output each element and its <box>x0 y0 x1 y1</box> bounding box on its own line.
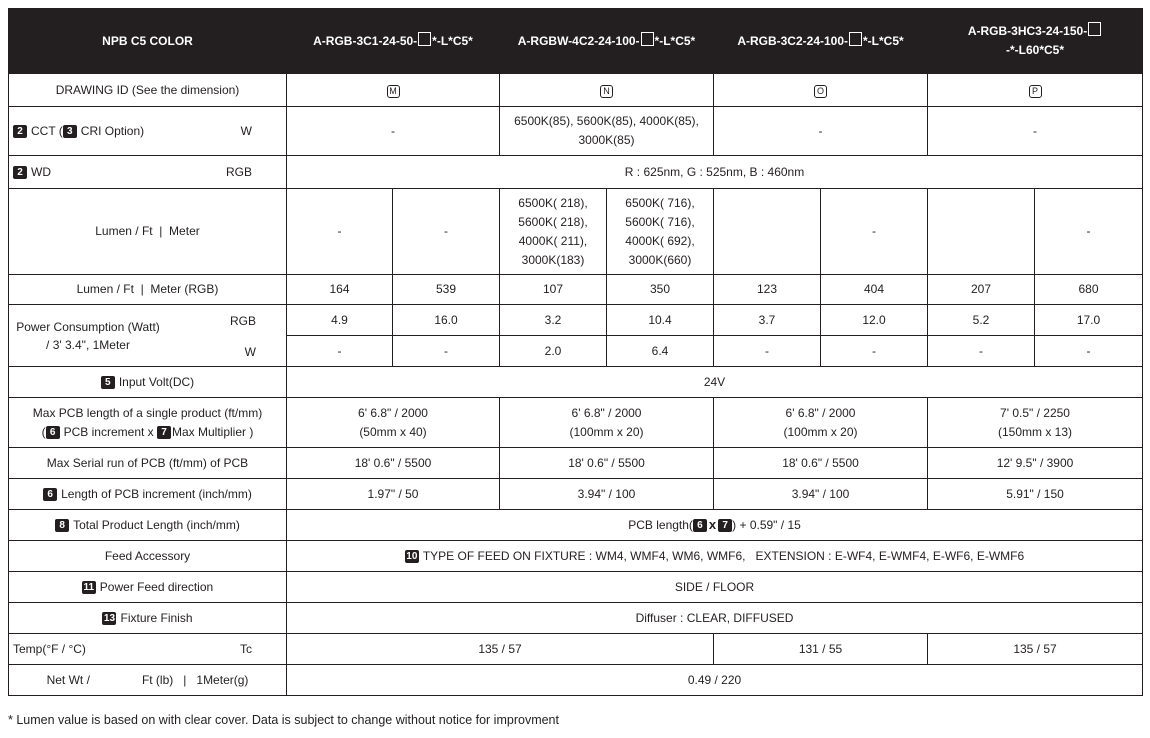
power-rgb-cell: 3.7 <box>714 305 821 336</box>
power-rgb-cell: 3.2 <box>500 305 607 336</box>
wd-value: R : 625nm, G : 525nm, B : 460nm <box>287 156 1143 189</box>
lumen-rgb-cell: 207 <box>928 275 1035 305</box>
drawing-id-cell <box>928 74 1143 107</box>
item-number-badge: 2 <box>13 125 27 138</box>
unit-label: RGB <box>229 314 256 328</box>
power-rgb-cell: 4.9 <box>287 305 393 336</box>
max-pcb-cell: 7' 0.5" / 2250 (150mm x 13) <box>928 398 1143 448</box>
power-w-cell: - <box>714 336 821 367</box>
placeholder-box-icon <box>849 32 862 46</box>
item-number-badge: 13 <box>103 612 116 624</box>
lumen-rgb-cell: 680 <box>1035 275 1143 305</box>
row-max-serial <box>9 448 1143 479</box>
drawing-id-badge: P <box>1029 85 1042 98</box>
lumen-cell <box>928 189 1035 275</box>
item-number-badge: 3 <box>63 125 77 138</box>
drawing-id-badge: O <box>814 85 827 98</box>
length-incr-cell: 5.91" / 150 <box>928 479 1143 510</box>
model-header-1: A-RGB-3C1-24-50- *-L*C5* <box>287 9 500 74</box>
item-number-badge: 6 <box>693 519 707 532</box>
max-pcb-cell: 6' 6.8" / 2000 (50mm x 40) <box>287 398 500 448</box>
row-label: 8 Total Product Length (inch/mm) <box>9 510 287 541</box>
cct-cell: - <box>714 107 928 156</box>
temp-cell: 131 / 55 <box>714 634 928 665</box>
model-header-2: A-RGBW-4C2-24-100- *-L*C5* <box>500 9 714 74</box>
row-label: Power Consumption (Watt) / 3' 3.4", 1Meter <box>16 319 160 352</box>
row-feed-accessory <box>9 541 1143 572</box>
unit-label: Ft (lb) | 1Meter(g) <box>141 672 249 687</box>
unit-label: RGB <box>225 164 252 179</box>
item-number-badge: 6 <box>46 426 60 439</box>
row-drawing-id <box>9 74 1143 107</box>
cct-cell: 6500K(85), 5600K(85), 4000K(85), 3000K(85) <box>500 107 714 156</box>
cct-cell: - <box>287 107 500 156</box>
lumen-rgb-cell: 539 <box>393 275 500 305</box>
item-number-badge: 7 <box>157 426 171 439</box>
max-serial-cell: 18' 0.6" / 5500 <box>287 448 500 479</box>
spec-table <box>8 8 1143 696</box>
item-number-badge: 10 <box>406 550 418 562</box>
lumen-cell: - <box>821 189 928 275</box>
lumen-rgb-cell: 107 <box>500 275 607 305</box>
lumen-cell: - <box>393 189 500 275</box>
placeholder-box-icon <box>641 32 654 46</box>
row-label: 13 Fixture Finish <box>9 603 287 634</box>
power-rgb-cell: 10.4 <box>607 305 714 336</box>
row-label: 5 Input Volt(DC) <box>9 367 287 398</box>
power-label-cell <box>9 305 287 367</box>
power-rgb-cell: 17.0 <box>1035 305 1143 336</box>
cct-cell: - <box>928 107 1143 156</box>
total-length-value: PCB length( 6 x 7 ) + 0.59" / 15 <box>287 510 1143 541</box>
feed-accessory-value: 10 TYPE OF FEED ON FIXTURE : WM4, WMF4, WM6, WMF6, EXTENSION : E-WF4, E-WMF4, E-WF6, E-WMF6 <box>287 541 1143 572</box>
lumen-rgb-cell: 404 <box>821 275 928 305</box>
drawing-id-cell <box>714 74 928 107</box>
row-max-pcb <box>9 398 1143 448</box>
drawing-id-cell <box>500 74 714 107</box>
temp-cell: 135 / 57 <box>928 634 1143 665</box>
row-lumen <box>9 189 1143 275</box>
row-net-weight <box>9 665 1143 696</box>
row-input-volt <box>9 367 1143 398</box>
row-label: Lumen / Ft | Meter <box>9 189 287 275</box>
row-label: Max Serial run of PCB (ft/mm) of PCB <box>9 448 287 479</box>
power-rgb-cell: 16.0 <box>393 305 500 336</box>
row-label: Max PCB length of a single product (ft/mm) ( 6 PCB increment x 7 Max Multiplier ) <box>9 398 287 448</box>
max-serial-cell: 18' 0.6" / 5500 <box>714 448 928 479</box>
row-temp <box>9 634 1143 665</box>
length-incr-cell: 3.94" / 100 <box>714 479 928 510</box>
model-header-3: A-RGB-3C2-24-100- *-L*C5* <box>714 9 928 74</box>
unit-label: W <box>240 123 252 138</box>
lumen-cell: - <box>1035 189 1143 275</box>
power-w-cell: - <box>821 336 928 367</box>
row-label: 6 Length of PCB increment (inch/mm) <box>9 479 287 510</box>
length-incr-cell: 1.97" / 50 <box>287 479 500 510</box>
row-label: Net Wt / Ft (lb) | 1Meter(g) <box>9 665 287 696</box>
row-fixture-finish <box>9 603 1143 634</box>
max-serial-cell: 12' 9.5" / 3900 <box>928 448 1143 479</box>
drawing-id-badge: N <box>600 85 613 98</box>
row-label: 11 Power Feed direction <box>9 572 287 603</box>
footnote: * Lumen value is based on with clear cover. Data is subject to change without notice for improvment <box>8 713 559 727</box>
lumen-cell: - <box>287 189 393 275</box>
power-w-cell: - <box>287 336 393 367</box>
row-lumen-rgb <box>9 275 1143 305</box>
row-label: 2 CCT ( 3 CRI Option) W <box>9 107 287 156</box>
drawing-id-badge: M <box>387 85 400 98</box>
lumen-cell: 6500K( 716), 5600K( 716), 4000K( 692), 3000K(660) <box>607 189 714 275</box>
header-row <box>9 9 1143 74</box>
item-number-badge: 6 <box>43 488 57 501</box>
power-rgb-cell: 12.0 <box>821 305 928 336</box>
lumen-rgb-cell: 350 <box>607 275 714 305</box>
item-number-badge: 8 <box>55 519 69 532</box>
length-incr-cell: 3.94" / 100 <box>500 479 714 510</box>
unit-label: W <box>244 345 256 359</box>
power-rgb-cell: 5.2 <box>928 305 1035 336</box>
power-w-cell: - <box>928 336 1035 367</box>
max-pcb-cell: 6' 6.8" / 2000 (100mm x 20) <box>500 398 714 448</box>
row-label: DRAWING ID (See the dimension) <box>9 74 287 107</box>
max-serial-cell: 18' 0.6" / 5500 <box>500 448 714 479</box>
row-total-length <box>9 510 1143 541</box>
lumen-cell <box>714 189 821 275</box>
lumen-rgb-cell: 123 <box>714 275 821 305</box>
row-power-rgb <box>9 305 1143 336</box>
power-w-cell: - <box>1035 336 1143 367</box>
model-header-4: A-RGB-3HC3-24-150- -*-L60*C5* <box>928 9 1143 74</box>
power-w-cell: - <box>393 336 500 367</box>
placeholder-box-icon <box>1088 22 1101 36</box>
item-number-badge: 2 <box>13 166 27 179</box>
drawing-id-cell <box>287 74 500 107</box>
net-weight-value: 0.49 / 220 <box>287 665 1143 696</box>
row-label: Feed Accessory <box>9 541 287 572</box>
row-cct <box>9 107 1143 156</box>
temp-cell: 135 / 57 <box>287 634 714 665</box>
lumen-rgb-cell: 164 <box>287 275 393 305</box>
row-wd <box>9 156 1143 189</box>
power-w-cell: 2.0 <box>500 336 607 367</box>
input-volt-value: 24V <box>287 367 1143 398</box>
unit-label: Tc <box>240 641 252 656</box>
lumen-cell: 6500K( 218), 5600K( 218), 4000K( 211), 3000K(183) <box>500 189 607 275</box>
row-label: Lumen / Ft | Meter (RGB) <box>9 275 287 305</box>
power-w-cell: 6.4 <box>607 336 714 367</box>
row-label: Temp(°F / °C) Tc <box>9 634 287 665</box>
row-power-feed <box>9 572 1143 603</box>
item-number-badge: 7 <box>718 519 732 532</box>
power-feed-value: SIDE / FLOOR <box>287 572 1143 603</box>
placeholder-box-icon <box>418 32 431 46</box>
row-label: 2 WD RGB <box>9 156 287 189</box>
fixture-finish-value: Diffuser : CLEAR, DIFFUSED <box>287 603 1143 634</box>
max-pcb-cell: 6' 6.8" / 2000 (100mm x 20) <box>714 398 928 448</box>
item-number-badge: 11 <box>83 581 95 593</box>
row-length-increment <box>9 479 1143 510</box>
table-title: NPB C5 COLOR <box>9 9 287 74</box>
item-number-badge: 5 <box>101 376 115 389</box>
